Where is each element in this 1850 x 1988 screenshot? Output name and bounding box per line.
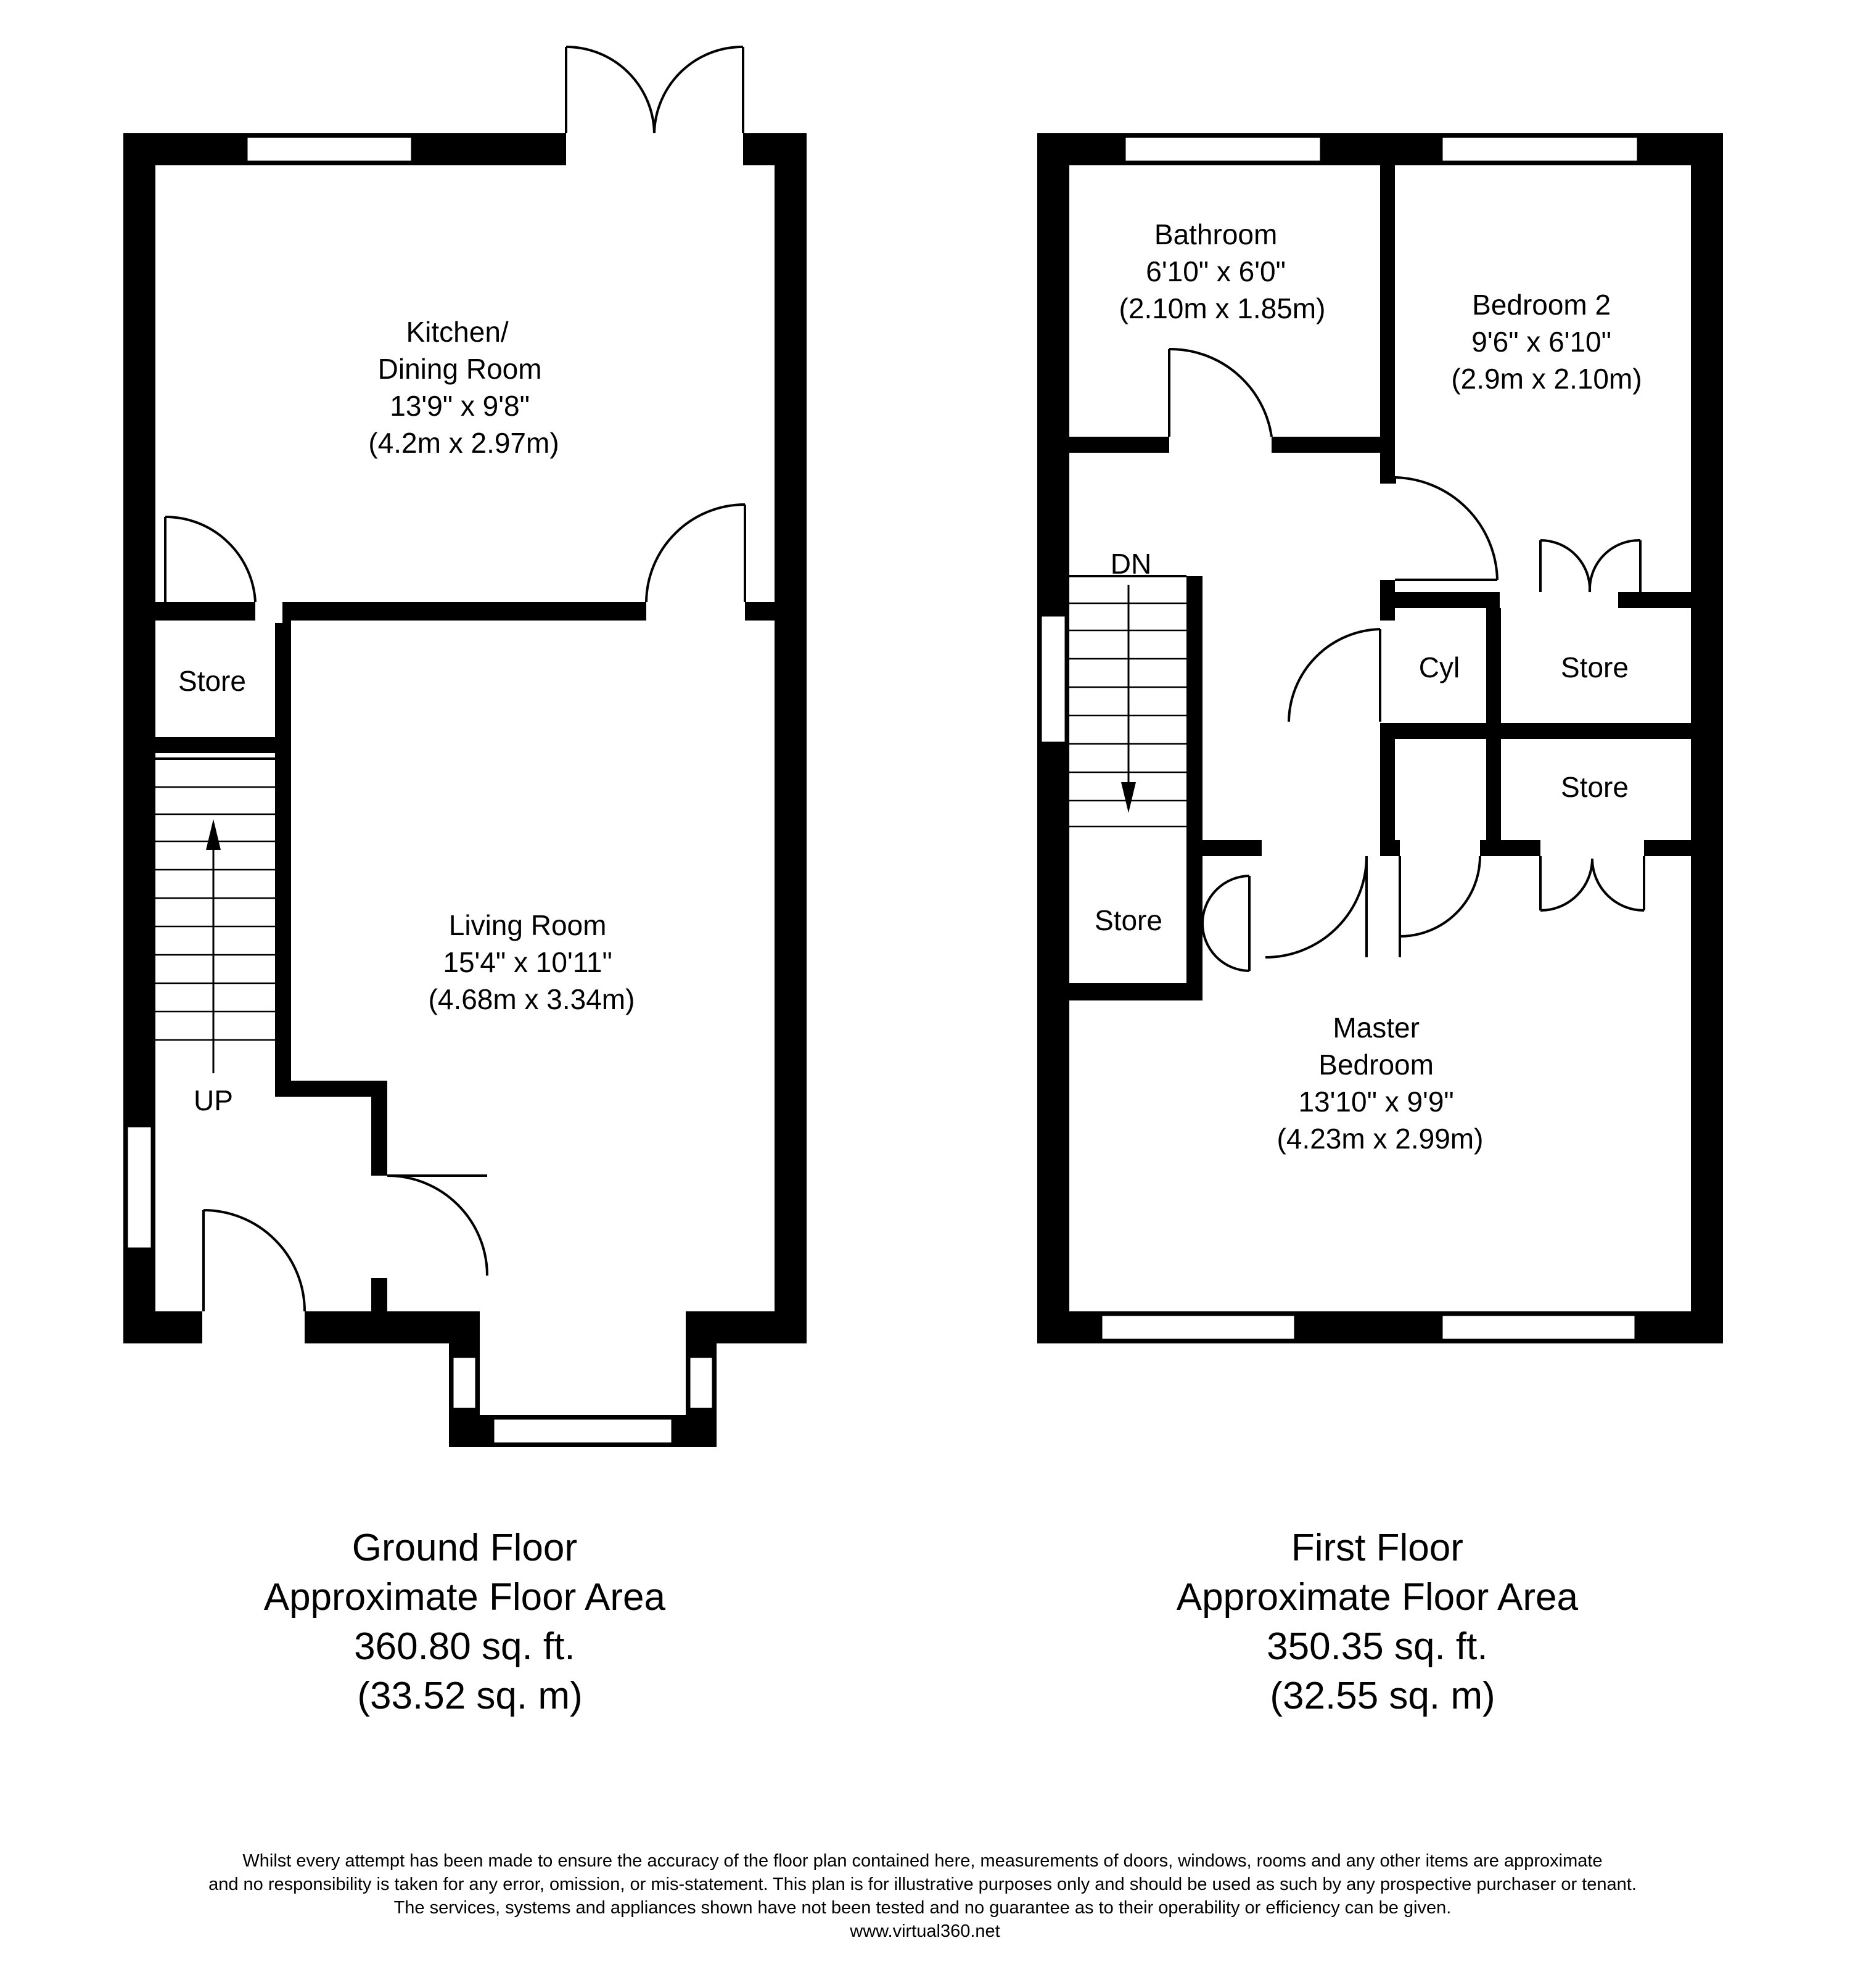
store-label: Store xyxy=(178,665,246,697)
kitchen-label: Kitchen/ Dining Room 13'9" x 9'8" (4.2m x 2.97m) xyxy=(368,316,559,459)
first-floor-caption: First Floor Approximate Floor Area 350.35 sq. ft. (32.55 sq. m) xyxy=(1176,1527,1579,1717)
living-room-label: Living Room 15'4" x 10'11" (4.68m x 3.34m) xyxy=(428,909,635,1015)
store-label-c: Store xyxy=(1095,904,1162,936)
website-link: www.virtual360.net xyxy=(850,1921,1000,1941)
master-bedroom-label: Master Bedroom 13'10" x 9'9" (4.23m x 2.99m) xyxy=(1276,1012,1484,1155)
ground-floor-plan xyxy=(123,47,807,1447)
stairs-down-label: DN xyxy=(1110,548,1152,580)
bedroom-2-label: Bedroom 2 9'6" x 6'10" (2.9m x 2.10m) xyxy=(1451,289,1642,395)
stair-arrow-head-icon xyxy=(206,819,221,850)
bathroom-label: Bathroom 6'10" x 6'0" (2.10m x 1.85m) xyxy=(1119,218,1326,324)
ground-floor-caption: Ground Floor Approximate Floor Area 360.80 sq. ft. (33.52 sq. m) xyxy=(263,1527,666,1717)
disclaimer-text: Whilst every attempt has been made to ensure the accuracy of the floor plan contained here, measurements of doors, windows, rooms and any other items are approximate and no responsibility is taken for any error, omission, or mis-statement. This plan is for illustrative purposes only and should be used as such by any prospective purchaser or tenant. The services, systems and appliances shown have not been tested and no guarantee as to their operability or efficiency can be given. www.virtual360.net xyxy=(208,1851,1637,1941)
cylinder-cupboard-label: Cyl xyxy=(1418,651,1460,683)
stair-arrow-head-icon xyxy=(1121,782,1136,813)
store-label-a: Store xyxy=(1561,651,1629,683)
stairs-up-label: UP xyxy=(194,1084,233,1116)
store-label-b: Store xyxy=(1561,771,1629,803)
first-floor-plan xyxy=(1037,133,1723,1343)
